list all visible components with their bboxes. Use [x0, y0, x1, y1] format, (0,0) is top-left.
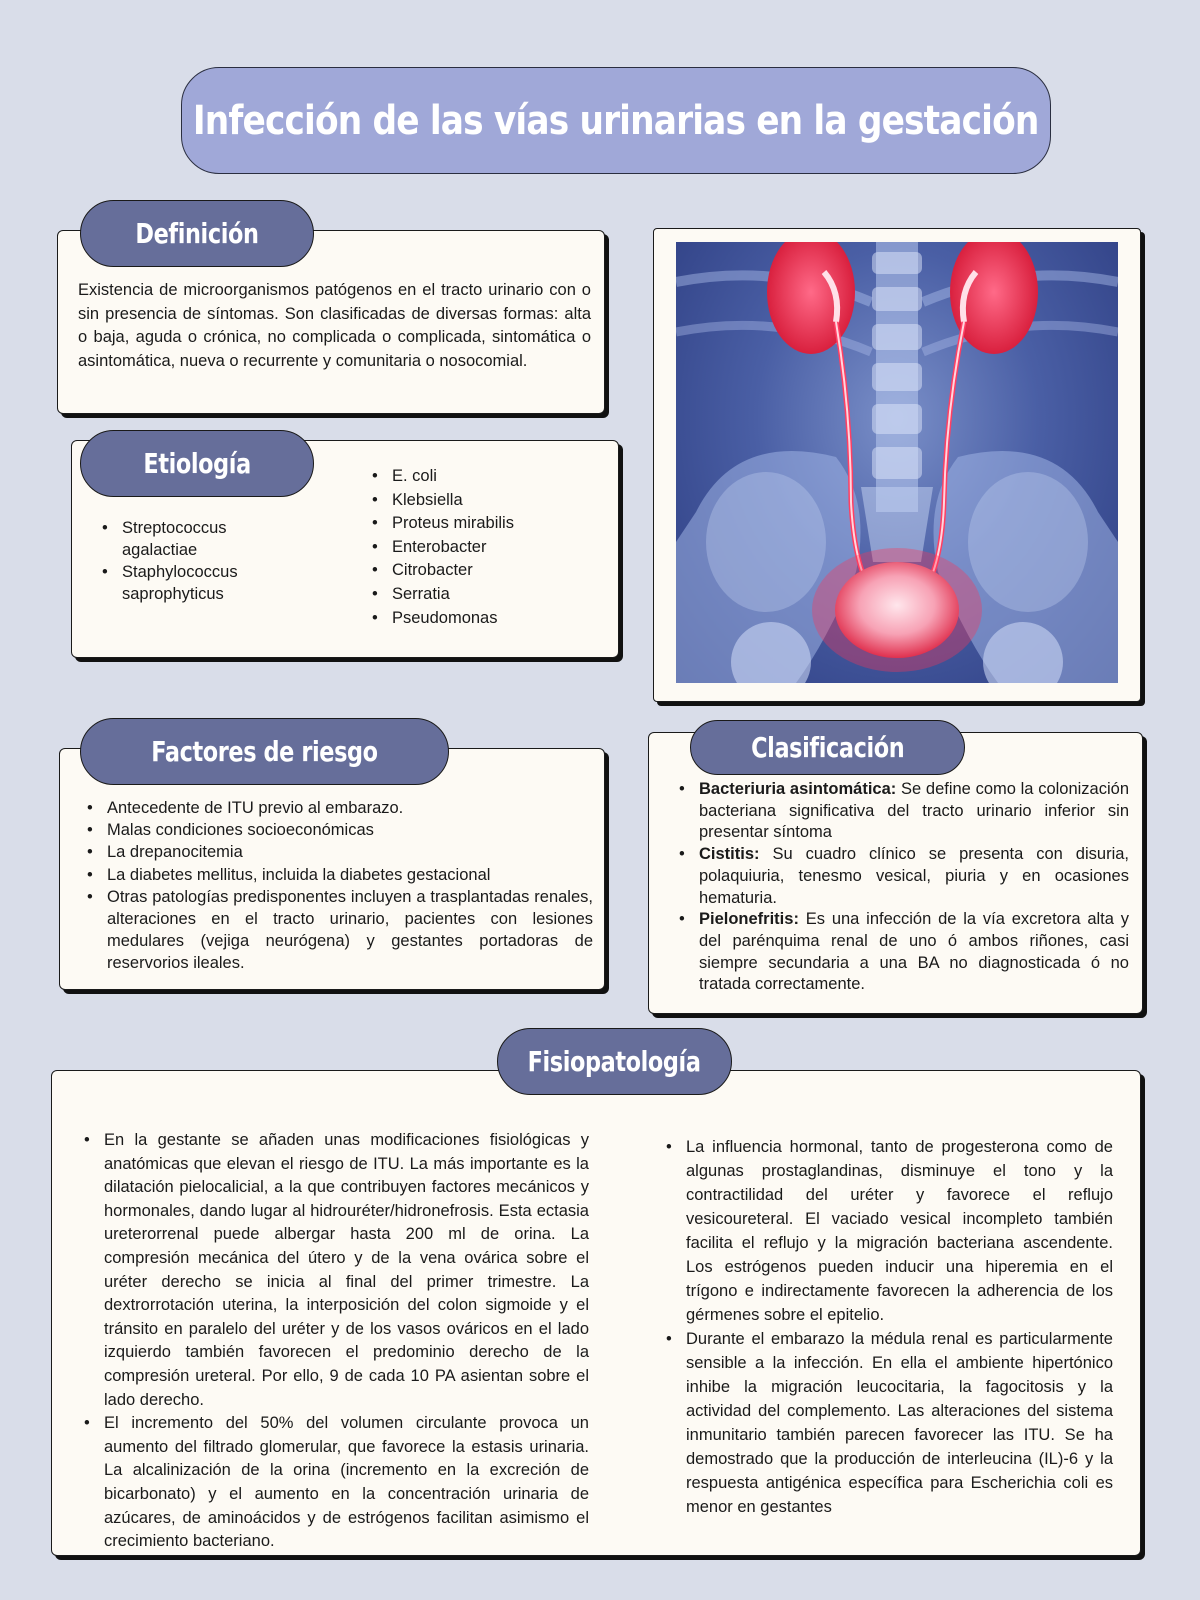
fisiopatologia-heading-tab — [497, 1028, 732, 1095]
list-item: • En la gestante se añaden unas modificaciones fisiológicas y anatómicas que elevan el riesgo de ITU. La más importante es la dilatación pielocalicial, a la que contribuyen factores mecánicos y hormonales, dando lugar al hidrouréter/hidronefrosis. Esta ectasia ureterorrenal puede albergar hasta 200 ml de orina. La compresión mecánica del útero y de la vena ovárica sobre el uréter derecho se inicia al final del primer trimestre. La dextrorrotación uterina, la interposición del colon sigmoide y el tránsito en paralelo del uréter y de los vasos ováricos en el lado izquierdo también favorecen el predominio derecho de la compresión ureteral. Por ello, 9 de cada 10 PA asientan sobre el lado derecho. — [84, 1129, 589, 1412]
fisiopatologia-heading: Fisiopatología — [528, 1045, 701, 1078]
list-item — [679, 779, 1129, 844]
list-item: • Klebsiella — [372, 489, 602, 513]
list-item: • Streptococcus agalactiae — [102, 517, 292, 561]
title-banner — [181, 67, 1051, 174]
etiologia-right-list — [372, 465, 602, 630]
list-item: • Pseudomonas — [372, 607, 602, 631]
factores-heading: Factores de riesgo — [151, 735, 378, 768]
fisiopatologia-card — [51, 1070, 1141, 1556]
clasificacion-heading-tab — [690, 720, 965, 775]
list-item: • La diabetes mellitus, incluida la diabetes gestacional — [87, 864, 593, 886]
list-item: • La influencia hormonal, tanto de progesterona como de algunas prostaglandinas, disminuye el tono y la contractilidad del uréter y favorece el reflujo vesicoureteral. El vaciado vesical incompleto también facilita el reflujo y la migración bacteriana ascendente. Los estrógenos pueden inducir una hiperemia en el trígono e indirectamente favorecen la adherencia de los gérmenes sobre el epitelio. — [666, 1135, 1113, 1327]
classification-text: Su cuadro clínico se presenta con disuria, polaquiuria, tenesmo vesical, piuria y en ocasiones hematuria. — [699, 845, 1129, 907]
classification-text: Se define como la colonización bacteriana significativa del tracto urinario inferior sin presentar síntoma — [699, 780, 1130, 842]
list-item: • Durante el embarazo la médula renal es particularmente sensible a la infección. En ella el ambiente hipertónico inhibe la migración leucocitaria, la fagocitosis y la actividad del complemento. Las alteraciones del sistema inmunitario también parecen favorecer las ITU. Se ha demostrado que la producción de interleucina (IL)-6 y la respuesta antigénica específica para Escherichia coli es menor en gestantes — [666, 1327, 1113, 1519]
page-title: Infección de las vías urinarias en la gestación — [193, 97, 1039, 144]
classification-text: Es una infección de la vía excretora alta y del parénquima renal de uno ó ambos riñones, casi siempre secundaria a una BA no diagnosticada ó no tratada correctamente. — [699, 910, 1129, 994]
list-item — [679, 909, 1129, 996]
list-item: • El incremento del 50% del volumen circulante provoca un aumento del filtrado glomerular, que favorece la estasis urinaria. La alcalinización de la orina (incremento en la excreción de bicarbonato) y el aumento en la concentración urinaria de azúcares, de aminoácidos y de estrógenos facilitan asimismo el crecimiento bacteriano. — [84, 1412, 589, 1554]
list-item: • Proteus mirabilis — [372, 512, 602, 536]
factores-list — [87, 797, 593, 975]
clasificacion-heading: Clasificación — [750, 731, 905, 764]
classification-term: Bacteriuria asintomática: — [699, 780, 897, 798]
clasificacion-list — [679, 779, 1129, 996]
list-item: • Serratia — [372, 583, 602, 607]
list-item — [679, 844, 1129, 909]
list-item: • E. coli — [372, 465, 602, 489]
list-item: • La drepanocitemia — [87, 841, 593, 863]
list-item: • Staphylococcus saprophyticus — [102, 561, 292, 605]
factores-heading-tab — [80, 718, 449, 785]
urinary-xray-illustration — [676, 242, 1118, 683]
list-item: • Antecedente de ITU previo al embarazo. — [87, 797, 593, 819]
definicion-heading-tab — [80, 200, 314, 267]
definicion-text: Existencia de microorganismos patógenos en el tracto urinario con o sin presencia de síntomas. Son clasificadas de diversas formas: alta o baja, aguda o crónica, no complicada o complicada, sintomática o asintomática, nueva o recurrente y comunitaria o nosocomial. — [78, 281, 591, 370]
fisiopatologia-right-list — [666, 1135, 1113, 1519]
etiologia-heading-tab — [80, 430, 314, 497]
etiologia-heading: Etiología — [143, 447, 251, 480]
fisiopatologia-left-list — [84, 1129, 589, 1554]
urinary-xray-image — [676, 242, 1118, 683]
list-item: • Otras patologías predisponentes incluyen a trasplantadas renales, alteraciones en el tracto urinario, pacientes con lesiones medulares (vejiga neurógena) y gestantes portadoras de reservorios ileales. — [87, 886, 593, 975]
classification-term: Cistitis: — [699, 845, 760, 864]
list-item: • Malas condiciones socioeconómicas — [87, 819, 593, 841]
list-item: • Citrobacter — [372, 559, 602, 583]
definicion-heading: Definición — [135, 217, 259, 250]
etiologia-left-list — [102, 517, 292, 605]
classification-term: Pielonefritis: — [699, 910, 799, 929]
list-item: • Enterobacter — [372, 536, 602, 560]
